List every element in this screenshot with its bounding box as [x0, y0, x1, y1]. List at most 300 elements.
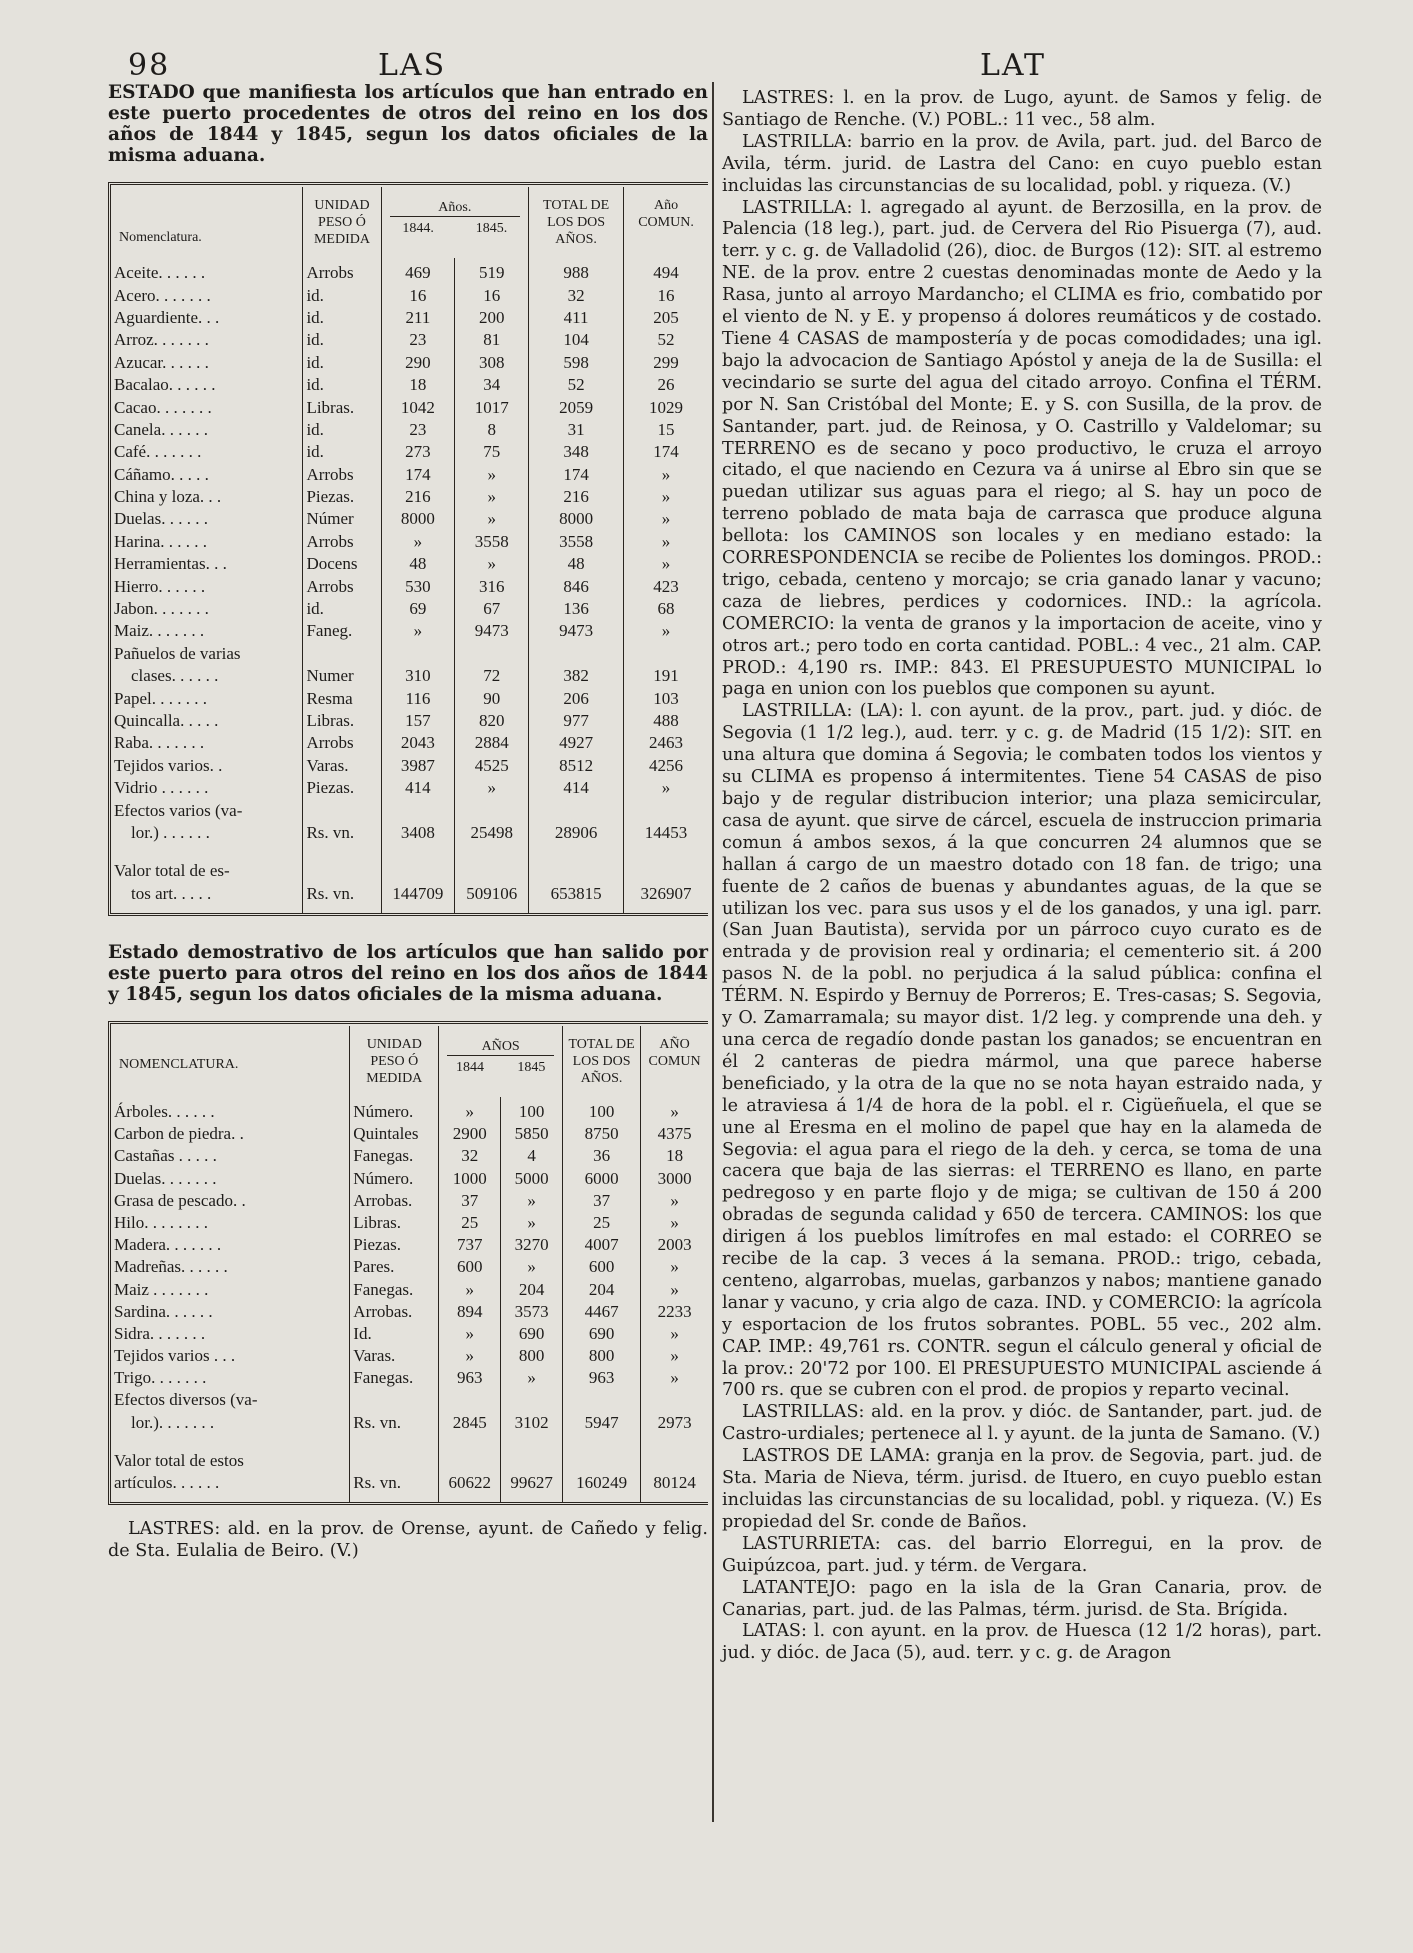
- table2-cell-y1: 32: [439, 1145, 501, 1167]
- table1-cell-y2: 308: [455, 352, 529, 374]
- table1-cell-y2: [455, 799, 529, 821]
- table2-cell-total: 4467: [563, 1301, 641, 1323]
- table1-cell-avg: 2463: [624, 732, 708, 754]
- table1-cell-total: 598: [529, 352, 624, 374]
- table1-cell-item: lor.) . . . . . .: [114, 822, 210, 842]
- page-number: 98: [128, 48, 171, 83]
- table2-cell-avg: »: [641, 1278, 708, 1300]
- table2-title: Estado demostrativo de los artículos que han salido por este puerto para otros del reino en los dos años de 1844 y 1845, segun los datos oficiales de la misma aduana.: [108, 941, 708, 1005]
- table2-cell-unit: Varas.: [350, 1345, 439, 1367]
- table1-cell-avg: 488: [624, 710, 708, 732]
- table2-cell-total: 600: [563, 1256, 641, 1278]
- gazetteer-entry: LATAS: l. con ayunt. en la prov. de Huesca (12 1/2 horas), part. jud. y dióc. de Jaca (5), aud. terr. y c. g. de Aragon: [722, 1621, 1322, 1664]
- table1-row: [111, 755, 708, 777]
- table1-cell-y1: 69: [381, 598, 455, 620]
- table1-cell-total: 136: [529, 598, 624, 620]
- table1-cell-total: 174: [529, 464, 624, 486]
- gazetteer-entry: LASTROS DE LAMA: granja en la prov. de Segovia, part. jud. de Sta. Maria de Nieva, térm. jurisd. de Ituero, en cuyo pueblo estan incluidas las circunstancias de su localidad, pobl. y riqueza. (V.) Es propiedad del Sr. conde de Baños.: [722, 1446, 1322, 1532]
- table1-cell-avg: 423: [624, 575, 708, 597]
- table1-cell-item: Arroz. . . . . . .: [114, 330, 209, 350]
- table1-cell-total: 28906: [529, 822, 624, 844]
- table2-cell-y2: 3270: [501, 1234, 563, 1256]
- table1-cell-avg: »: [624, 553, 708, 575]
- table1-cell-item: Efectos varios (va-: [114, 800, 243, 820]
- table2-cell-total: 100: [563, 1097, 641, 1123]
- table1-cell-unit: Docens: [303, 553, 381, 575]
- table1-cell-total: 8512: [529, 755, 624, 777]
- table1-header-average: Año COMUN.: [624, 187, 708, 258]
- table1-cell-y2: 25498: [455, 822, 529, 844]
- table1-cell-y1: 310: [381, 665, 455, 687]
- gazetteer-entry: LASTRES: l. en la prov. de Lugo, ayunt. de Samos y felig. de Santiago de Renche. (V.) POBL.: 11 vec., 58 alm.: [722, 88, 1322, 130]
- table2-cell-y1: 2845: [439, 1412, 501, 1434]
- table2-total-total: 160249: [563, 1472, 641, 1494]
- table1-cell-total: 48: [529, 553, 624, 575]
- table1-cell-unit: Faneg.: [303, 620, 381, 642]
- table2-total-average: 80124: [641, 1472, 708, 1494]
- table1-cell-avg: »: [624, 777, 708, 799]
- column-divider: [712, 82, 714, 1822]
- table1-cell-avg: »: [624, 531, 708, 553]
- right-running-head: LAT: [980, 48, 1046, 83]
- table1-cell-item: Pañuelos de varias: [114, 643, 241, 663]
- table1-total-total: 653815: [529, 883, 624, 905]
- table1-cell-y2: 75: [455, 441, 529, 463]
- table1-cell-y2: 316: [455, 575, 529, 597]
- table1-header-1844: 1844.: [402, 221, 434, 236]
- table1-cell-y1: 18: [381, 374, 455, 396]
- table2-cell-avg: »: [641, 1367, 708, 1389]
- table1-cell-avg: 299: [624, 352, 708, 374]
- table2-cell-item: Árboles. . . . . .: [114, 1102, 215, 1122]
- table1-cell-unit: Numer: [303, 665, 381, 687]
- table1-cell-y2: 2884: [455, 732, 529, 754]
- table1-cell-y1: 3987: [381, 755, 455, 777]
- table2-row: [111, 1412, 708, 1434]
- table1: [111, 187, 708, 913]
- table2-cell-y2: 100: [501, 1097, 563, 1123]
- table1-cell-avg: »: [624, 464, 708, 486]
- table1-cell-item: Bacalao. . . . . .: [114, 375, 216, 395]
- table2-total-label: Valor total de estos: [114, 1450, 244, 1470]
- table2-row: [111, 1301, 708, 1323]
- table1-cell-unit: id.: [303, 598, 381, 620]
- table1-cell-unit: Libras.: [303, 396, 381, 418]
- table1-cell-item: Papel. . . . . . .: [114, 688, 208, 708]
- table1-cell-unit: id.: [303, 441, 381, 463]
- table1-row: [111, 486, 708, 508]
- table2-cell-y1: 600: [439, 1256, 501, 1278]
- table2-row: [111, 1097, 708, 1123]
- table2-cell-total: 6000: [563, 1168, 641, 1190]
- table2-cell-y2: »: [501, 1367, 563, 1389]
- table1-cell-y2: 67: [455, 598, 529, 620]
- table1-cell-y1: 530: [381, 575, 455, 597]
- table1-cell-y1: 2043: [381, 732, 455, 754]
- table1-cell-y1: 157: [381, 710, 455, 732]
- table1-cell-item: Vidrio . . . . . .: [114, 778, 209, 798]
- table1-cell-y2: 90: [455, 687, 529, 709]
- table2-cell-y1: 1000: [439, 1168, 501, 1190]
- table1-cell-y2: [455, 643, 529, 665]
- table2-cell-unit: [350, 1389, 439, 1411]
- table1-cell-item: Quincalla. . . . .: [114, 711, 219, 730]
- table2-total-row: [111, 1442, 708, 1472]
- gazetteer-entry: LASTRILLA: barrio en la prov. de Avila, part. jud. del Barco de Avila, térm. jurid. de Lastra del Cano: en cuyo pueblo estan incluidas las circunstancias de su localidad, pobl. y riqueza. (V.): [722, 131, 1322, 196]
- table2-cell-unit: Libras.: [350, 1212, 439, 1234]
- table1-cell-y2: 4525: [455, 755, 529, 777]
- table1-row: [111, 598, 708, 620]
- table2-row: [111, 1123, 708, 1145]
- table1-row: [111, 799, 708, 821]
- table1-header-1845: 1845.: [475, 221, 508, 236]
- table1-cell-y2: 519: [455, 258, 529, 284]
- gazetteer-entry: LASTRILLAS: ald. en la prov. y dióc. de Santander, part. jud. de Castro-urdiales; pertenece al l. y ayunt. de la junta de Samano. (V.): [722, 1402, 1322, 1445]
- table2-cell-unit: Número.: [350, 1168, 439, 1190]
- table2-cell-unit: Piezas.: [350, 1234, 439, 1256]
- table2-cell-avg: »: [641, 1345, 708, 1367]
- table1-cell-avg: 14453: [624, 822, 708, 844]
- table1-cell-item: Raba. . . . . . .: [114, 733, 205, 753]
- table2-total-1845: 99627: [501, 1472, 563, 1494]
- gazetteer-entry: LASTRILLA: (LA): l. con ayunt. de la prov., part. jud. y dióc. de Segovia (1 1/2 leg.), aud. terr. y c. g. de Madrid (15 1/2): SIT. en una altura que domina á Segovia; le combaten todos los vientos y su CLIMA es propenso á intermitentes. Tiene 54 CASAS de piso bajo y de regular distribucion interior; una plaza semicircular, casa de ayunt. que sirve de cárcel, escuela de instruccion primaria comun á ambos sexos, á la que concurren 24 alumnos que se hallan á cargo de un maestro dotado con 18 fan. de trigo; una fuente de 2 caños de buenas y abundantes aguas, de la que se utilizan los vec. para sus usos y el de los ganados, y una igl. parr. (San Juan Bautista), servida por un párroco cuyo curato es de entrada y de provision real y ordinaria; el cementerio sit. á 200 pasos N. de la pobl. no perjudica á la salud pública: confina el TÉRM. N. Espirdo y Bernuy de Porreros; E. Tres-casas; S. Segovia, y O. Zamarramala; su mayor dist. 1/2 leg. y comprende una deh. y una cerca de regadío donde pastan los ganados; se encuentran en él 2 canteras de piedra mármol, una que parece haberse beneficiado, y la otra de la que no se nota hayan estraido nada, y le atraviesa á 1/4 de hora de la pobl. el r. Cigüeñuela, el que se une al Eresma en el molino de papel que hay en la alameda de Segovia: el agua para el riego de la deh. y cerca, se toma de una cacera que baja de las sierras: el TERRENO es llano, en parte pedregoso y en parte flojo y de miga; se cultivan de 150 á 200 obradas de segunda calidad y 650 de tercera. CAMINOS: los que dirigen á los pueblos limítrofes en mal estado: el CORREO se recibe de la cap. 3 veces á la semana. PROD.: trigo, cebada, centeno, algarrobas, muelas, garbanzos y nabos; mantiene ganado lanar y vacuno, y cria algo de caza. IND. y COMERCIO: la agrícola y esportacion de los frutos sobrantes. POBL. 55 vec., 202 alm. CAP. IMP.: 49,761 rs. CONTR. segun el cálculo general y oficial de la prov.: 20'72 por 100. El PRESUPUESTO MUNICIPAL asciende á 700 rs. que se cubren con el prod. de propios y reparto vecinal.: [722, 701, 1322, 1401]
- table1-total-row: [111, 852, 708, 882]
- table2-cell-total: 204: [563, 1278, 641, 1300]
- table2-cell-y1: 25: [439, 1212, 501, 1234]
- table1-cell-avg: 103: [624, 687, 708, 709]
- table1-cell-item: Duelas. . . . . .: [114, 509, 208, 529]
- table2-header-nomenclature: NOMENCLATURA.: [119, 1056, 239, 1072]
- table2-row: [111, 1190, 708, 1212]
- table1-cell-unit: [303, 643, 381, 665]
- table2-total-unit: Rs. vn.: [350, 1472, 439, 1494]
- table2-cell-y1: »: [439, 1345, 501, 1367]
- table1-cell-item: Aceite. . . . . .: [114, 263, 206, 283]
- table1-row: [111, 665, 708, 687]
- table1-header-nomenclature: Nomenclatura.: [119, 230, 202, 245]
- table2-cell-avg: »: [641, 1212, 708, 1234]
- table1-cell-total: 2059: [529, 396, 624, 418]
- table2-cell-item: Duelas. . . . . . .: [114, 1168, 217, 1188]
- table2-cell-y1: 37: [439, 1190, 501, 1212]
- table2-cell-y1: 963: [439, 1367, 501, 1389]
- left-running-head: LAS: [378, 48, 447, 83]
- table2-total-1844: 60622: [439, 1472, 501, 1494]
- table2-cell-y2: 204: [501, 1278, 563, 1300]
- table1-cell-y2: 3558: [455, 531, 529, 553]
- table1-cell-y2: 16: [455, 284, 529, 306]
- table1-cell-unit: Resma: [303, 687, 381, 709]
- table1-cell-y2: 72: [455, 665, 529, 687]
- table2-cell-y2: 3102: [501, 1412, 563, 1434]
- table1-cell-unit: Arrobs: [303, 464, 381, 486]
- table1-cell-avg: »: [624, 508, 708, 530]
- right-column: [722, 88, 1322, 1665]
- table2-cell-y1: 2900: [439, 1123, 501, 1145]
- table2-cell-item: Madera. . . . . . .: [114, 1235, 222, 1255]
- table1-total-row-2: [111, 883, 708, 905]
- table1-cell-y1: »: [381, 620, 455, 642]
- table2-header-row: [111, 1026, 708, 1097]
- table1-cell-avg: 1029: [624, 396, 708, 418]
- table2-cell-unit: Quintales: [350, 1123, 439, 1145]
- table2-cell-y1: 737: [439, 1234, 501, 1256]
- table1-cell-y2: »: [455, 553, 529, 575]
- table1-cell-y1: 211: [381, 307, 455, 329]
- table1-cell-total: 104: [529, 329, 624, 351]
- table1-total-1845: 509106: [455, 883, 529, 905]
- table2-cell-item: Castañas . . . . .: [114, 1146, 217, 1166]
- table2-cell-y2: 4: [501, 1145, 563, 1167]
- table1-cell-total: 414: [529, 777, 624, 799]
- table1-cell-total: 411: [529, 307, 624, 329]
- table1-cell-y2: »: [455, 464, 529, 486]
- table1-total-label: Valor total de es-: [114, 861, 230, 881]
- table1-cell-y1: 1042: [381, 396, 455, 418]
- table2-cell-total: 5947: [563, 1412, 641, 1434]
- table2-cell-y1: »: [439, 1323, 501, 1345]
- table1-cell-y1: 23: [381, 329, 455, 351]
- table1-cell-y1: [381, 643, 455, 665]
- table1-total-average: 326907: [624, 883, 708, 905]
- table1-total-unit: Rs. vn.: [303, 883, 381, 905]
- table2-cell-unit: Arrobas.: [350, 1301, 439, 1323]
- table2-header-1844: 1844: [455, 1059, 484, 1075]
- table1-cell-unit: Piezas.: [303, 486, 381, 508]
- table1-cell-total: 206: [529, 687, 624, 709]
- table2-row: [111, 1168, 708, 1190]
- table1-cell-total: 348: [529, 441, 624, 463]
- table1-row: [111, 553, 708, 575]
- table2-cell-unit: Fanegas.: [350, 1367, 439, 1389]
- table2-cell-total: 8750: [563, 1123, 641, 1145]
- table1-cell-unit: Rs. vn.: [303, 822, 381, 844]
- table1-cell-item: Maiz. . . . . . .: [114, 621, 205, 641]
- table1-cell-item: Aguardiente. . .: [114, 307, 220, 327]
- table1-header-row: [111, 187, 708, 258]
- table1-cell-avg: 4256: [624, 755, 708, 777]
- table1-cell-total: 52: [529, 374, 624, 396]
- table1-cell-item: Cáñamo. . . . .: [114, 464, 209, 484]
- table2-cell-total: 800: [563, 1345, 641, 1367]
- table1-cell-unit: id.: [303, 419, 381, 441]
- table2-row: [111, 1145, 708, 1167]
- table1-row: [111, 396, 708, 418]
- table1-cell-item: Azucar. . . . . .: [114, 352, 209, 372]
- table1-cell-avg: [624, 643, 708, 665]
- table1-total-label-2: tos art. . . . .: [114, 883, 212, 903]
- table2-cell-y1: »: [439, 1097, 501, 1123]
- table1-cell-y1: 48: [381, 553, 455, 575]
- table1-cell-item: Canela. . . . . .: [114, 419, 208, 439]
- table2-frame: [108, 1021, 708, 1505]
- table2-header-unit: UNIDAD PESO Ó MEDIDA: [350, 1026, 439, 1097]
- table1-cell-unit: Númer: [303, 508, 381, 530]
- table1-cell-y2: 8: [455, 419, 529, 441]
- table1-cell-avg: 52: [624, 329, 708, 351]
- table1-cell-y1: 216: [381, 486, 455, 508]
- table1-cell-unit: Piezas.: [303, 777, 381, 799]
- table1-cell-y1: 3408: [381, 822, 455, 844]
- table1-cell-item: Café. . . . . . .: [114, 442, 202, 462]
- table1-cell-y1: 469: [381, 258, 455, 284]
- table1-row: [111, 732, 708, 754]
- table1-cell-y1: 414: [381, 777, 455, 799]
- table1-row: [111, 419, 708, 441]
- table1-header-unit: UNIDAD PESO Ó MEDIDA: [303, 187, 381, 258]
- table1-cell-avg: [624, 799, 708, 821]
- table1-cell-avg: 494: [624, 258, 708, 284]
- table1-title: ESTADO que manifiesta los artículos que han entrado en este puerto procedentes de otros del reino en los dos años de 1844 y 1845, segun los datos oficiales de la misma aduana.: [108, 82, 708, 166]
- table1-row: [111, 777, 708, 799]
- table2-cell-total: 36: [563, 1145, 641, 1167]
- table1-cell-avg: »: [624, 620, 708, 642]
- table1-cell-total: 32: [529, 284, 624, 306]
- table1-cell-unit: id.: [303, 329, 381, 351]
- table1-cell-avg: 205: [624, 307, 708, 329]
- table1-total-1844: 144709: [381, 883, 455, 905]
- table1-cell-y1: »: [381, 531, 455, 553]
- table2-cell-item: Efectos diversos (va-: [114, 1390, 258, 1410]
- table2-row: [111, 1212, 708, 1234]
- table1-cell-unit: Arrobs: [303, 575, 381, 597]
- table2-cell-avg: [641, 1389, 708, 1411]
- table2-cell-y1: »: [439, 1278, 501, 1300]
- table1-cell-total: 9473: [529, 620, 624, 642]
- table1-cell-y1: 8000: [381, 508, 455, 530]
- table1-cell-total: 977: [529, 710, 624, 732]
- table1-cell-y2: 820: [455, 710, 529, 732]
- table1-cell-total: 8000: [529, 508, 624, 530]
- table1-cell-unit: id.: [303, 307, 381, 329]
- table1-row: [111, 531, 708, 553]
- gazetteer-entry: LASTRILLA: l. agregado al ayunt. de Berzosilla, en la prov. de Palencia (18 leg.), part. jud. de Cervera del Rio Pisuerga (7), aud. terr. y c. g. de Valladolid (26), dioc. de Burgos (12): SIT. al estremo NE. de la prov. entre 2 cuestas denominadas monte de Aedo y la Rasa, junto al arroyo Mardancho; el CLIMA es frio, combatido por el viento de N. y E. y propenso á dolores reumáticos y de costado. Tiene 4 CASAS de mampostería y de pocas comodidades; una igl. bajo la advocacion de Santiago Apóstol y aneja de la de Susilla: el vecindario se surte del agua del citado arroyo. Confina el TÉRM. por N. San Cristóbal del Monte; E. y S. con Susilla, de la prov. de Santander, part. jud. de Reinosa, y O. Castrillo y Valdelomar; su TERRENO es de secano y poco productivo, le cruza el arroyo citado, el que naciendo en Cezura va á unirse al Ebro sin que se puedan utilizar sus aguas para el riego; al S. hay un poco de terreno poblado de mata baja de carrasca que produce alguna bellota: los CAMINOS son locales y en mediano estado: la CORRESPONDENCIA se recibe de Polientes los domingos. PROD.: trigo, cebada, centeno y morcajo; se cria ganado lanar y vacuno; caza de liebres, perdices y codornices. IND.: la agrícola. COMERCIO: la venta de granos y la importacion de aceite, vino y otros art.; pero todo en corta cantidad. POBL.: 4 vec., 21 alm. CAP. PROD.: 4,190 rs. IMP.: 843. El PRESUPUESTO MUNICIPAL lo paga en union con los pueblos que componen su ayunt.: [722, 197, 1322, 700]
- table1-row: [111, 329, 708, 351]
- table2-row: [111, 1323, 708, 1345]
- table1-row: [111, 258, 708, 284]
- table2-cell-item: Carbon de piedra. .: [114, 1124, 244, 1144]
- table1-cell-y1: [381, 799, 455, 821]
- table1-row: [111, 643, 708, 665]
- table1-cell-item: Hierro. . . . . .: [114, 576, 206, 596]
- table2-cell-avg: 3000: [641, 1168, 708, 1190]
- table2-cell-item: Madreñas. . . . . .: [114, 1257, 228, 1277]
- table1-row: [111, 284, 708, 306]
- table2-header-average: AÑO COMUN: [641, 1026, 708, 1097]
- table1-cell-total: [529, 643, 624, 665]
- table1-cell-avg: 174: [624, 441, 708, 463]
- table1-cell-item: clases. . . . . .: [114, 666, 219, 686]
- table2-row: [111, 1367, 708, 1389]
- table1-row: [111, 575, 708, 597]
- table1-cell-unit: id.: [303, 374, 381, 396]
- table2-cell-y1: [439, 1389, 501, 1411]
- table2-cell-unit: Número.: [350, 1097, 439, 1123]
- table2-cell-y2: »: [501, 1212, 563, 1234]
- table1-cell-y2: 1017: [455, 396, 529, 418]
- table2-cell-unit: Id.: [350, 1323, 439, 1345]
- table2-cell-avg: 4375: [641, 1123, 708, 1145]
- table2-total-label-2: artículos. . . . . .: [114, 1473, 220, 1493]
- table1-row: [111, 374, 708, 396]
- table2-cell-y2: 5850: [501, 1123, 563, 1145]
- table2-cell-avg: »: [641, 1097, 708, 1123]
- table2-cell-avg: 18: [641, 1145, 708, 1167]
- table1-cell-y1: 290: [381, 352, 455, 374]
- table2-cell-total: 37: [563, 1190, 641, 1212]
- table2-header-total: TOTAL DE LOS DOS AÑOS.: [563, 1026, 641, 1097]
- table1-cell-item: Cacao. . . . . . .: [114, 397, 212, 417]
- table2-cell-unit: Fanegas.: [350, 1145, 439, 1167]
- table1-row: [111, 441, 708, 463]
- table1-cell-item: China y loza. . .: [114, 487, 222, 507]
- table2-cell-y2: 3573: [501, 1301, 563, 1323]
- table1-cell-total: [529, 799, 624, 821]
- table2-cell-y2: 800: [501, 1345, 563, 1367]
- table1-cell-y1: 116: [381, 687, 455, 709]
- table2-row: [111, 1345, 708, 1367]
- table1-cell-unit: [303, 799, 381, 821]
- table1-row: [111, 508, 708, 530]
- table2-cell-avg: »: [641, 1323, 708, 1345]
- table2-cell-total: 25: [563, 1212, 641, 1234]
- table2-cell-item: Tejidos varios . . .: [114, 1346, 236, 1366]
- table1-cell-total: 846: [529, 575, 624, 597]
- table1-frame: [108, 182, 708, 916]
- left-entry-lastres: LASTRES: ald. en la prov. de Orense, ayunt. de Cañedo y felig. de Sta. Eulalia de Beiro. (V.): [108, 1519, 708, 1562]
- table1-header-total: TOTAL DE LOS DOS AÑOS.: [529, 187, 624, 258]
- table1-cell-item: Herramientas. . .: [114, 554, 227, 574]
- table1-cell-item: Jabon. . . . . . .: [114, 599, 209, 619]
- table1-cell-y1: 23: [381, 419, 455, 441]
- table2-row: [111, 1278, 708, 1300]
- table2-cell-item: Maiz . . . . . . .: [114, 1279, 209, 1299]
- table1-cell-y2: »: [455, 508, 529, 530]
- table2-total-row-2: [111, 1472, 708, 1494]
- table2-row: [111, 1256, 708, 1278]
- table1-cell-y1: 273: [381, 441, 455, 463]
- table1-cell-avg: 16: [624, 284, 708, 306]
- table1-cell-total: 31: [529, 419, 624, 441]
- table1-row: [111, 464, 708, 486]
- gazetteer-entry: LASTURRIETA: cas. del barrio Elorregui, en la prov. de Guipúzcoa, part. jud. y térm. de Vergara.: [722, 1533, 1322, 1576]
- table2-cell-total: 4007: [563, 1234, 641, 1256]
- table1-cell-y1: 16: [381, 284, 455, 306]
- table2-cell-unit: Pares.: [350, 1256, 439, 1278]
- table1-row: [111, 710, 708, 732]
- table1-cell-avg: 191: [624, 665, 708, 687]
- table1-cell-y2: »: [455, 486, 529, 508]
- table2: [111, 1026, 708, 1502]
- table1-cell-y1: 174: [381, 464, 455, 486]
- table2-row: [111, 1234, 708, 1256]
- table2-cell-unit: Arrobas.: [350, 1190, 439, 1212]
- table1-cell-avg: 26: [624, 374, 708, 396]
- table1-cell-y2: 200: [455, 307, 529, 329]
- table2-cell-y2: [501, 1389, 563, 1411]
- table1-cell-item: Harina. . . . . .: [114, 531, 208, 551]
- table1-header-years: Años.: [390, 199, 521, 217]
- table2-cell-y2: »: [501, 1256, 563, 1278]
- gazetteer-entry: LATANTEJO: pago en la isla de la Gran Canaria, prov. de Canarias, part. jud. de las Palmas, térm. jurisd. de Sta. Brígida.: [722, 1577, 1322, 1620]
- table1-row: [111, 687, 708, 709]
- table2-cell-avg: 2973: [641, 1412, 708, 1434]
- table1-cell-unit: id.: [303, 352, 381, 374]
- table2-cell-y2: 5000: [501, 1168, 563, 1190]
- table1-cell-unit: Arrobs: [303, 531, 381, 553]
- table2-cell-unit: Fanegas.: [350, 1278, 439, 1300]
- table1-cell-total: 4927: [529, 732, 624, 754]
